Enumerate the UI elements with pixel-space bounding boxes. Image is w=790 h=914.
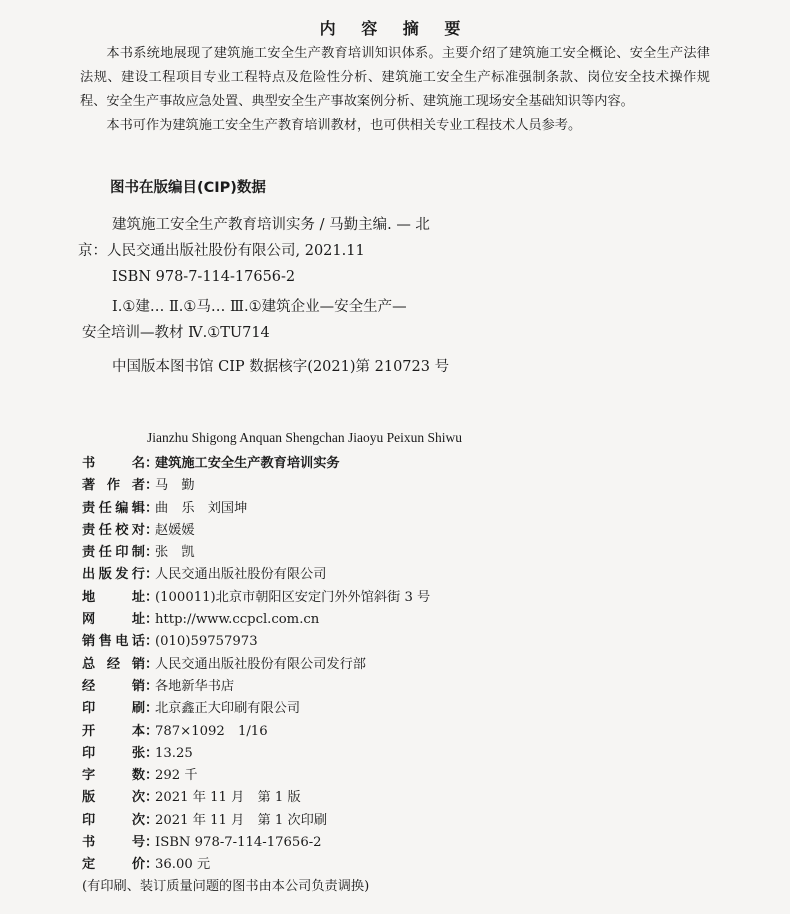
info-label: 书 名 <box>82 456 145 471</box>
info-label: 销 售 电 话 <box>82 634 145 650</box>
info-colon: ： <box>145 790 159 806</box>
info-value: 2021 年 11 月 第 1 次印刷 <box>155 812 328 828</box>
publication-info <box>82 453 722 877</box>
info-label: 印 次 <box>82 812 145 828</box>
info-value: 36.00 元 <box>155 857 211 873</box>
info-label: 著 作 者 <box>82 478 145 494</box>
info-label: 责 任 编 辑 <box>82 500 145 516</box>
info-row <box>82 542 722 564</box>
abstract-title: 内 容 摘 要 <box>319 19 471 38</box>
pinyin-title: Jianzhu Shigong Anquan Shengchan Jiaoyu Peixun Shiwu <box>147 430 462 445</box>
info-colon: ： <box>145 612 159 628</box>
info-value: 建筑施工安全生产教育培训实务 <box>155 456 340 471</box>
info-colon: ： <box>145 589 159 605</box>
cip-record <box>78 212 502 290</box>
cip-heading: 图书在版编目(CIP)数据 <box>110 180 266 196</box>
info-colon: ： <box>145 701 159 717</box>
info-colon: ： <box>145 522 159 538</box>
info-value: 张 凯 <box>155 545 195 561</box>
info-colon: ： <box>145 634 159 650</box>
info-row <box>82 498 722 520</box>
cip-line-number: 中国版本图书馆 CIP 数据核字(2021)第 210723 号 <box>112 359 450 375</box>
info-value: 赵媛媛 <box>155 522 195 538</box>
info-colon: ： <box>145 835 159 851</box>
info-colon: ： <box>145 567 159 583</box>
info-value: 292 千 <box>155 768 198 784</box>
info-row <box>82 564 722 586</box>
info-colon: ： <box>145 456 159 471</box>
info-row <box>82 765 722 787</box>
info-colon: ： <box>145 656 159 672</box>
cip-line-class-2: 安全培训—教材 Ⅳ.①TU714 <box>82 325 270 341</box>
cip-line-publisher: 京：人民交通出版社股份有限公司, 2021.11 <box>78 243 365 259</box>
info-value: 2021 年 11 月 第 1 版 <box>155 790 301 806</box>
info-value: (010)59757973 <box>155 634 258 650</box>
info-row <box>82 587 722 609</box>
info-label: 责 任 校 对 <box>82 522 145 538</box>
info-label: 开 本 <box>82 723 145 739</box>
info-colon: ： <box>145 545 159 561</box>
info-row <box>82 676 722 698</box>
info-label: 定 价 <box>82 857 145 873</box>
info-colon: ： <box>145 768 159 784</box>
info-value: 人民交通出版社股份有限公司发行部 <box>155 656 366 672</box>
info-label: 责 任 印 制 <box>82 545 145 561</box>
info-row <box>82 520 722 542</box>
cip-classification <box>82 294 502 346</box>
abstract-paragraph-2: 本书可作为建筑施工安全生产教育培训教材，也可供相关专业工程技术人员参考。 <box>106 118 582 133</box>
info-value: 13.25 <box>155 745 193 761</box>
info-row <box>82 453 722 475</box>
info-row <box>82 854 722 876</box>
info-colon: ： <box>145 478 159 494</box>
info-row <box>82 832 722 854</box>
info-colon: ： <box>145 500 159 516</box>
info-colon: ： <box>145 723 159 739</box>
info-label: 总 经 销 <box>82 656 145 672</box>
cip-line-isbn: ISBN 978-7-114-17656-2 <box>112 269 296 285</box>
quality-note: (有印刷、装订质量问题的图书由本公司负责调换) <box>82 879 370 894</box>
info-value: (100011)北京市朝阳区安定门外外馆斜街 3 号 <box>155 589 431 605</box>
abstract-paragraph-1: 本书系统地展现了建筑施工安全生产教育培训知识体系。主要介绍了建筑施工安全概论、安全生产法律法规、建设工程项目专业工程特点及危险性分析、建筑施工安全生产标准强制条款、岗位安全技术操作规程、安全生产事故应急处置、典型安全生产事故案例分析、建筑施工现场安全基础知识等内容。 <box>80 46 710 109</box>
info-colon: ： <box>145 812 159 828</box>
info-value: 马 勤 <box>155 478 195 494</box>
info-colon: ： <box>145 857 159 873</box>
info-label: 地 址 <box>82 589 145 605</box>
info-row <box>82 787 722 809</box>
info-label: 印 张 <box>82 745 145 761</box>
info-value: http://www.ccpcl.com.cn <box>155 612 320 628</box>
info-row <box>82 475 722 497</box>
info-value: ISBN 978-7-114-17656-2 <box>155 835 322 851</box>
info-label: 版 次 <box>82 790 145 806</box>
info-colon: ： <box>145 745 159 761</box>
info-label: 网 址 <box>82 612 145 628</box>
info-label: 书 号 <box>82 835 145 851</box>
info-value: 北京鑫正大印刷有限公司 <box>155 701 301 717</box>
info-value: 人民交通出版社股份有限公司 <box>155 567 327 583</box>
cip-line-class-1: Ⅰ.①建… Ⅱ.①马… Ⅲ.①建筑企业—安全生产— <box>112 299 407 315</box>
cip-number <box>82 354 502 380</box>
info-colon: ： <box>145 678 159 694</box>
info-row <box>82 743 722 765</box>
info-row <box>82 654 722 676</box>
info-label: 字 数 <box>82 768 145 784</box>
info-row <box>82 810 722 832</box>
info-value: 787×1092 1/16 <box>155 723 268 739</box>
info-row <box>82 609 722 631</box>
abstract <box>80 42 710 138</box>
info-label: 出 版 发 行 <box>82 567 145 583</box>
info-value: 各地新华书店 <box>155 678 235 694</box>
info-value: 曲 乐 刘国坤 <box>155 500 248 516</box>
cip-line-title: 建筑施工安全生产教育培训实务 / 马勤主编. — 北 <box>112 217 430 233</box>
info-row <box>82 721 722 743</box>
info-label: 印 刷 <box>82 701 145 717</box>
info-row <box>82 631 722 653</box>
info-row <box>82 698 722 720</box>
info-label: 经 销 <box>82 678 145 694</box>
